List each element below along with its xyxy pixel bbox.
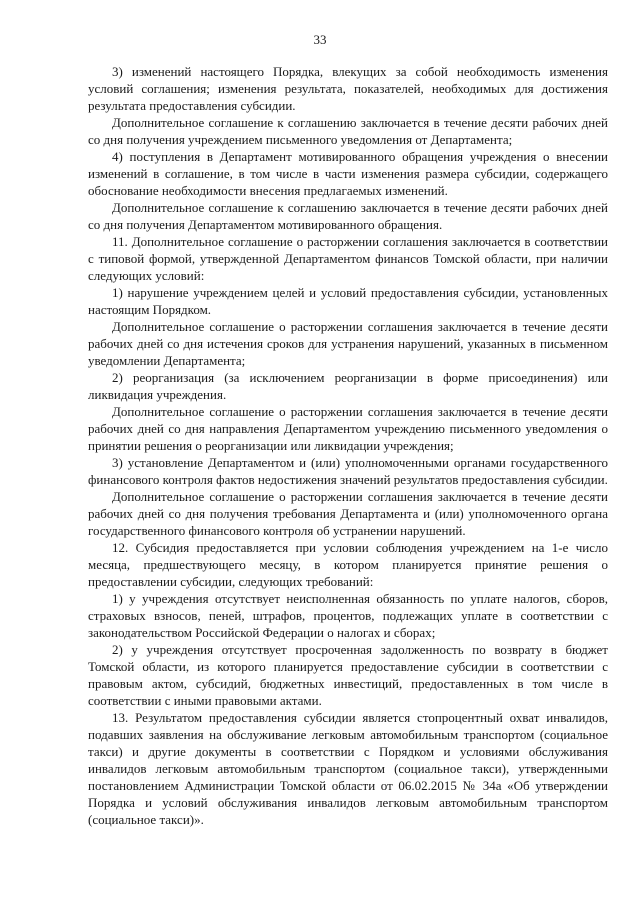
document-body [88, 63, 608, 828]
paragraph: 2) реорганизация (за исключением реорганизации в форме присоединения) или ликвидация учреждения. [88, 370, 608, 402]
paragraph: 12. Субсидия предоставляется при условии соблюдения учреждением на 1-е число месяца, предшествующего месяцу, в котором планируется принятие решения о предоставлении субсидии, следующих требований: [88, 540, 608, 589]
paragraph: 4) поступления в Департамент мотивированного обращения учреждения о внесении изменений в соглашение, в том числе в части изменения размера субсидии, содержащего обоснование необходимости внесения предлагаемых изменений. [88, 149, 608, 198]
page-number: 33 [313, 32, 327, 47]
paragraph: 3) установление Департаментом и (или) уполномоченными органами государственного финансового контроля фактов недостижения значений результатов предоставления субсидии. [88, 455, 608, 487]
paragraph: 1) у учреждения отсутствует неисполненная обязанность по уплате налогов, сборов, страховых взносов, пеней, штрафов, процентов, подлежащих уплате в соответствии с законодательством Российской Федерации о налогах и сборах; [88, 591, 608, 640]
paragraph: 3) изменений настоящего Порядка, влекущих за собой необходимость изменения условий соглашения; изменения результата, показателей, необходимых для достижения результата предоставления субсидии. [88, 64, 608, 113]
paragraph: Дополнительное соглашение о расторжении соглашения заключается в течение десяти рабочих дней со дня направления Департаментом учреждению письменного уведомления о принятии решения о реорганизации или ликвидации учреждения; [88, 404, 608, 453]
paragraph: 2) у учреждения отсутствует просроченная задолженность по возврату в бюджет Томской области, из которого планируется предоставление субсидии в соответствии с правовым актом, субсидий, бюджетных инвестиций, предоставленных в том числе в соответствии с иными правовыми актами. [88, 642, 608, 708]
paragraph: Дополнительное соглашение к соглашению заключается в течение десяти рабочих дней со дня получения Департаментом мотивированного обращения. [88, 200, 608, 232]
paragraph: Дополнительное соглашение к соглашению заключается в течение десяти рабочих дней со дня получения учреждением письменного уведомления от Департамента; [88, 115, 608, 147]
paragraph: Дополнительное соглашение о расторжении соглашения заключается в течение десяти рабочих дней со дня истечения сроков для устранения нарушений, указанных в письменном уведомлении Департамента; [88, 319, 608, 368]
paragraph: 11. Дополнительное соглашение о расторжении соглашения заключается в соответствии с типовой формой, утвержденной Департаментом финансов Томской области, при наличии следующих условий: [88, 234, 608, 283]
paragraph: Дополнительное соглашение о расторжении соглашения заключается в течение десяти рабочих дней со дня получения требования Департамента и (или) уполномоченного органа государственного финансового контроля об устранении нарушений. [88, 489, 608, 538]
paragraph: 13. Результатом предоставления субсидии является стопроцентный охват инвалидов, подавших заявления на обслуживание легковым автомобильным транспортом (социальное такси) и другие документы в соответствии с Порядком и условиями обслуживания инвалидов легковым автомобильным транспортом (социальное такси), утвержденными постановлением Администрации Томской области от 06.02.2015 № 34а «Об утверждении Порядка и условий обслуживания инвалидов легковым автомобильным транспортом (социальное такси)». [88, 710, 608, 827]
paragraph: 1) нарушение учреждением целей и условий предоставления субсидии, установленных настоящим Порядком. [88, 285, 608, 317]
